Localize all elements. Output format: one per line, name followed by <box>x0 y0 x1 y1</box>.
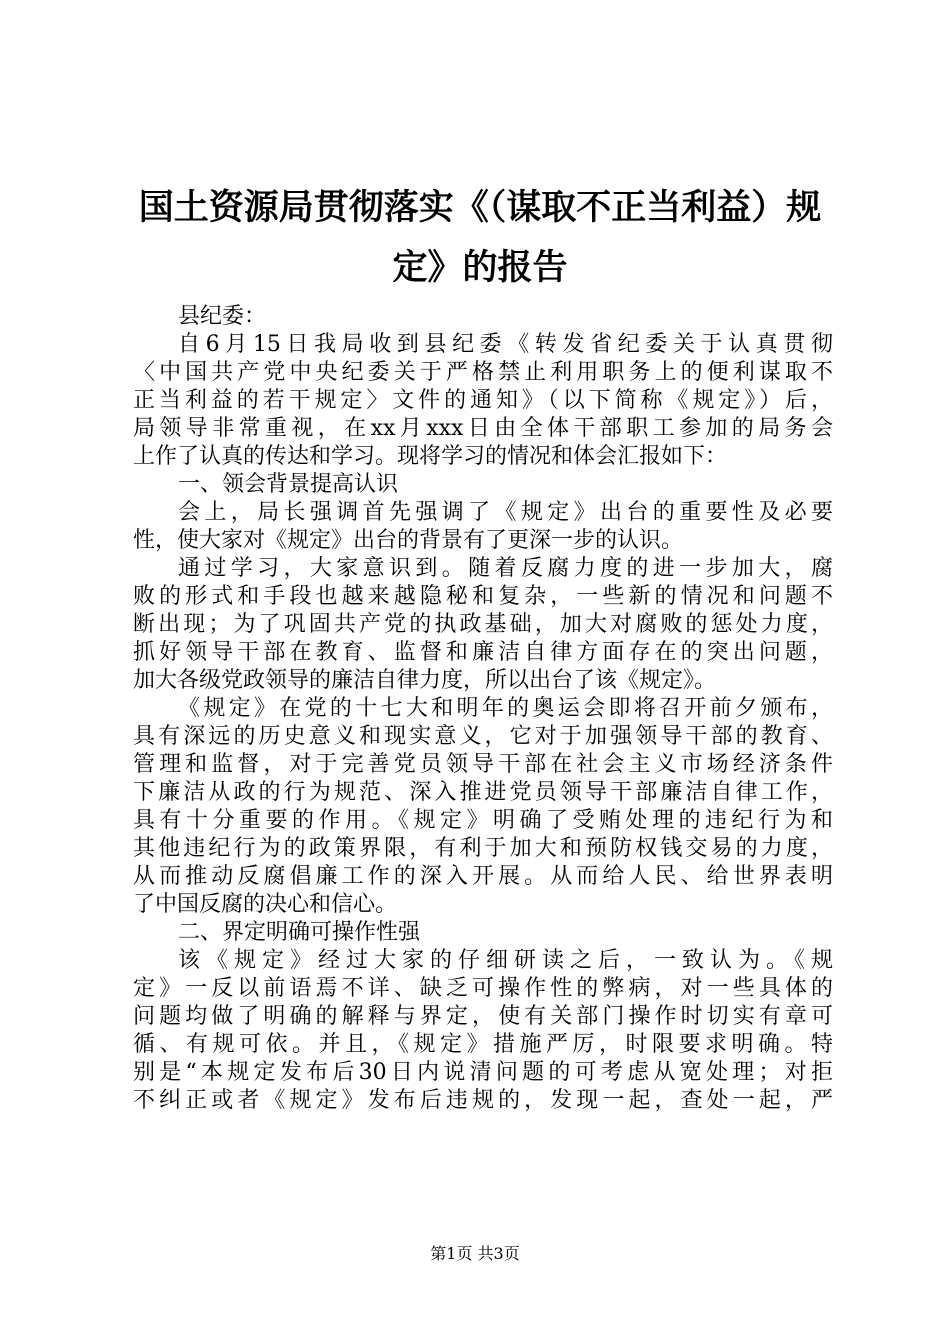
paragraph-line: 抓好领导干部在教育、监督和廉洁自律方面存在的突出问题， <box>133 640 833 665</box>
salutation: 县纪委： <box>178 304 267 329</box>
paragraph-line: 别是“本规定发布后30日内说清问题的可考虑从宽处理；对拒 <box>133 1060 833 1085</box>
paragraph-line: 会上，局长强调首先强调了《规定》出台的重要性及必要 <box>178 500 833 525</box>
paragraph-line: 具有深远的历史意义和现实意义，它对于加强领导干部的教育、 <box>133 724 833 749</box>
paragraph-line: 具有十分重要的作用。《规定》明确了受贿处理的违纪行为和 <box>133 808 833 833</box>
paragraph-line: 不纠正或者《规定》发布后违规的，发现一起，查处一起，严 <box>133 1088 833 1113</box>
paragraph-line: 〈中国共产党中央纪委关于严格禁止利用职务上的便利谋取不 <box>133 360 833 385</box>
paragraph-line: 循、有规可依。并且，《规定》措施严厉，时限要求明确。特 <box>133 1032 833 1057</box>
section-heading: 二、界定明确可操作性强 <box>178 920 421 945</box>
paragraph-line: 通过学习，大家意识到。随着反腐力度的进一步加大，腐 <box>178 556 833 581</box>
paragraph-line: 其他违纪行为的政策界限，有利于加大和预防权钱交易的力度， <box>133 836 833 861</box>
paragraph-line: 定》一反以前语焉不详、缺乏可操作性的弊病，对一些具体的 <box>133 976 833 1001</box>
section-heading: 一、领会背景提高认识 <box>178 472 399 497</box>
paragraph-line: 加大各级党政领导的廉洁自律力度，所以出台了该《规定》。 <box>133 668 717 693</box>
paragraph-line: 问题均做了明确的解释与界定，使有关部门操作时切实有章可 <box>133 1004 833 1029</box>
paragraph-line: 局领导非常重视，在xx月xxx日由全体干部职工参加的局务会 <box>133 416 833 441</box>
page-number: 第1页 共3页 <box>430 1244 520 1263</box>
paragraph-line: 上作了认真的传达和学习。现将学习的情况和体会汇报如下： <box>133 444 728 469</box>
paragraph-line: 下廉洁从政的行为规范、深入推进党员领导干部廉洁自律工作， <box>133 780 833 805</box>
paragraph-line: 正当利益的若干规定〉文件的通知》（以下简称《规定》）后， <box>133 388 833 413</box>
paragraph-line: 性，使大家对《规定》出台的背景有了更深一步的认识。 <box>133 528 684 553</box>
paragraph-line: 该《规定》经过大家的仔细研读之后，一致认为。《规 <box>178 948 833 973</box>
paragraph-line: 败的形式和手段也越来越隐秘和复杂，一些新的情况和问题不 <box>133 584 833 609</box>
document-title-line-1: 国土资源局贯彻落实《（谋取不正当利益）规 <box>138 187 822 228</box>
paragraph-line: 从而推动反腐倡廉工作的深入开展。从而给人民、给世界表明 <box>133 864 833 889</box>
paragraph-line: 了中国反腐的决心和信心。 <box>133 892 398 917</box>
paragraph-line: 管理和监督，对于完善党员领导干部在社会主义市场经济条件 <box>133 752 833 777</box>
document-title-line-2: 定》的报告 <box>392 247 568 288</box>
paragraph-line: 自6月15日我局收到县纪委《转发省纪委关于认真贯彻 <box>178 332 833 357</box>
paragraph-line: 断出现；为了巩固共产党的执政基础，加大对腐败的惩处力度， <box>133 612 833 637</box>
paragraph-line: 《规定》在党的十七大和明年的奥运会即将召开前夕颁布， <box>178 696 833 721</box>
